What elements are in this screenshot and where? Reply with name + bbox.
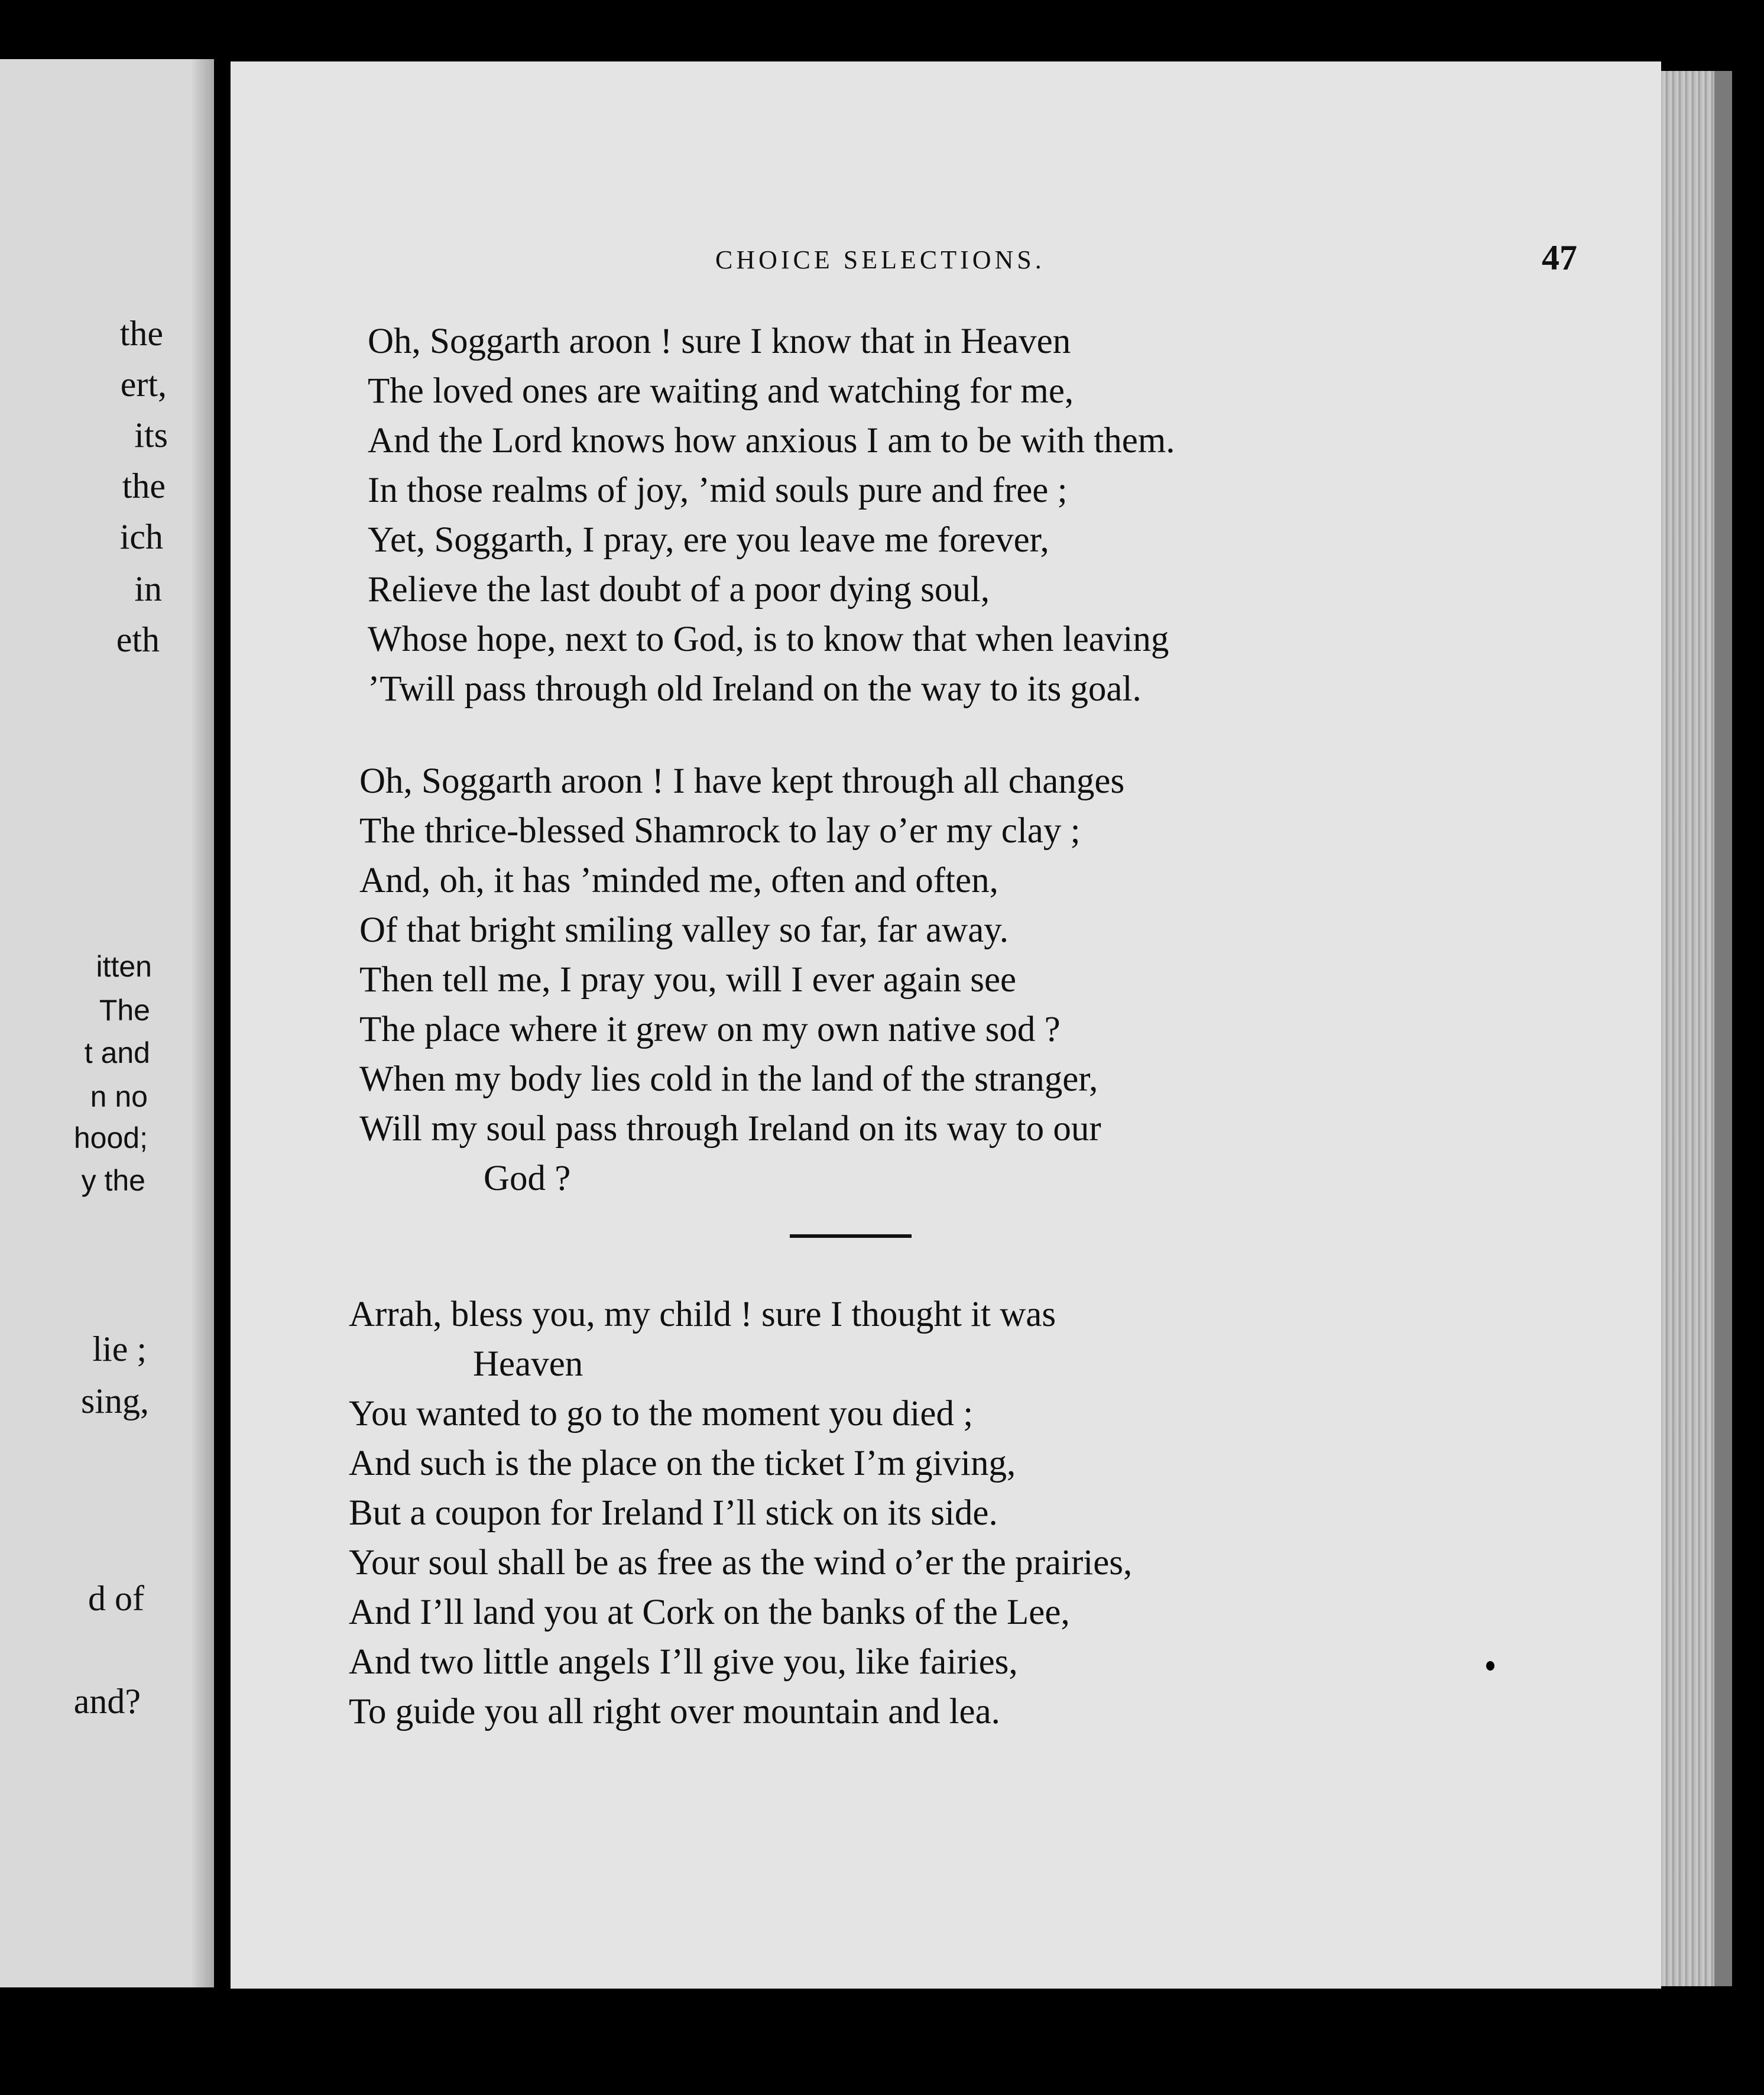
left-fragment: in <box>134 569 162 608</box>
left-fragment: itten <box>96 950 152 983</box>
section-rule <box>790 1234 912 1238</box>
left-fragment: n no <box>90 1080 148 1113</box>
left-fragment: eth <box>116 620 160 659</box>
left-fragment: d of <box>88 1579 144 1618</box>
poem-line: The loved ones are waiting and watching for me, <box>368 371 1074 411</box>
poem-line: God ? <box>484 1159 571 1198</box>
poem-line: And I’ll land you at Cork on the banks of the Lee, <box>349 1593 1070 1632</box>
page-edges <box>1649 71 1732 1986</box>
poem-line: Your soul shall be as free as the wind o’er the prairies, <box>349 1543 1133 1582</box>
left-fragment: y the <box>81 1164 145 1197</box>
left-fragment: lie ; <box>92 1329 147 1368</box>
left-fragment: ert, <box>120 365 167 404</box>
left-fragment: the <box>119 314 163 353</box>
poem-line: And two little angels I’ll give you, like fairies, <box>349 1642 1018 1682</box>
ink-speck <box>1486 1661 1494 1671</box>
page-number: 47 <box>1542 238 1577 277</box>
poem-line: The place where it grew on my own native sod ? <box>359 1010 1061 1049</box>
poem-line: Oh, Soggarth aroon ! I have kept through all changes <box>359 761 1125 801</box>
poem-line: Will my soul pass through Ireland on its way to our <box>359 1109 1101 1149</box>
running-title: CHOICE SELECTIONS. <box>715 245 1045 274</box>
right-page <box>231 61 1661 1989</box>
left-facing-page <box>0 59 214 1987</box>
poem-line: And such is the place on the ticket I’m giving, <box>349 1444 1016 1483</box>
poem-line: Arrah, bless you, my child ! sure I thought it was <box>349 1295 1056 1334</box>
left-fragment: hood; <box>73 1121 148 1154</box>
left-fragment: the <box>122 466 166 505</box>
poem-line: To guide you all right over mountain and lea. <box>349 1692 1000 1731</box>
left-fragment: ich <box>119 517 163 556</box>
poem-line: And the Lord knows how anxious I am to be with them. <box>368 421 1175 460</box>
poem-line: In those realms of joy, ’mid souls pure and free ; <box>368 471 1068 510</box>
stanza-2 <box>359 757 1124 1204</box>
gutter-shadow <box>190 59 214 1987</box>
poem-line: ’Twill pass through old Ireland on the way to its goal. <box>368 669 1142 709</box>
poem-line: When my body lies cold in the land of the stranger, <box>359 1059 1098 1099</box>
running-head <box>715 238 1590 285</box>
poem-line: Heaven <box>473 1344 583 1384</box>
book-binding <box>214 59 231 1987</box>
poem-line: The thrice-blessed Shamrock to lay o’er my clay ; <box>359 811 1081 851</box>
edge-shadow <box>1714 71 1732 1986</box>
poem-line: You wanted to go to the moment you died ; <box>349 1394 974 1434</box>
left-fragment: The <box>99 994 150 1027</box>
poem-line: Of that bright smiling valley so far, far away. <box>359 910 1009 950</box>
stanza-1 <box>368 317 1175 714</box>
poem-line: Whose hope, next to God, is to know that when leaving <box>368 620 1169 659</box>
left-fragment: t and <box>84 1036 150 1069</box>
left-fragment: sing, <box>80 1381 149 1421</box>
poem-line: Yet, Soggarth, I pray, ere you leave me forever, <box>368 520 1049 560</box>
stanza-3 <box>349 1290 1132 1737</box>
poem-line: Then tell me, I pray you, will I ever again see <box>359 960 1017 1000</box>
poem-line: Oh, Soggarth aroon ! sure I know that in Heaven <box>368 322 1071 361</box>
left-fragment: and? <box>73 1682 141 1721</box>
poem-line: But a coupon for Ireland I’ll stick on its side. <box>349 1493 998 1533</box>
left-fragment: its <box>134 416 168 455</box>
poem-line: Relieve the last doubt of a poor dying soul, <box>368 570 990 609</box>
poem-line: And, oh, it has ’minded me, often and often, <box>359 861 998 900</box>
